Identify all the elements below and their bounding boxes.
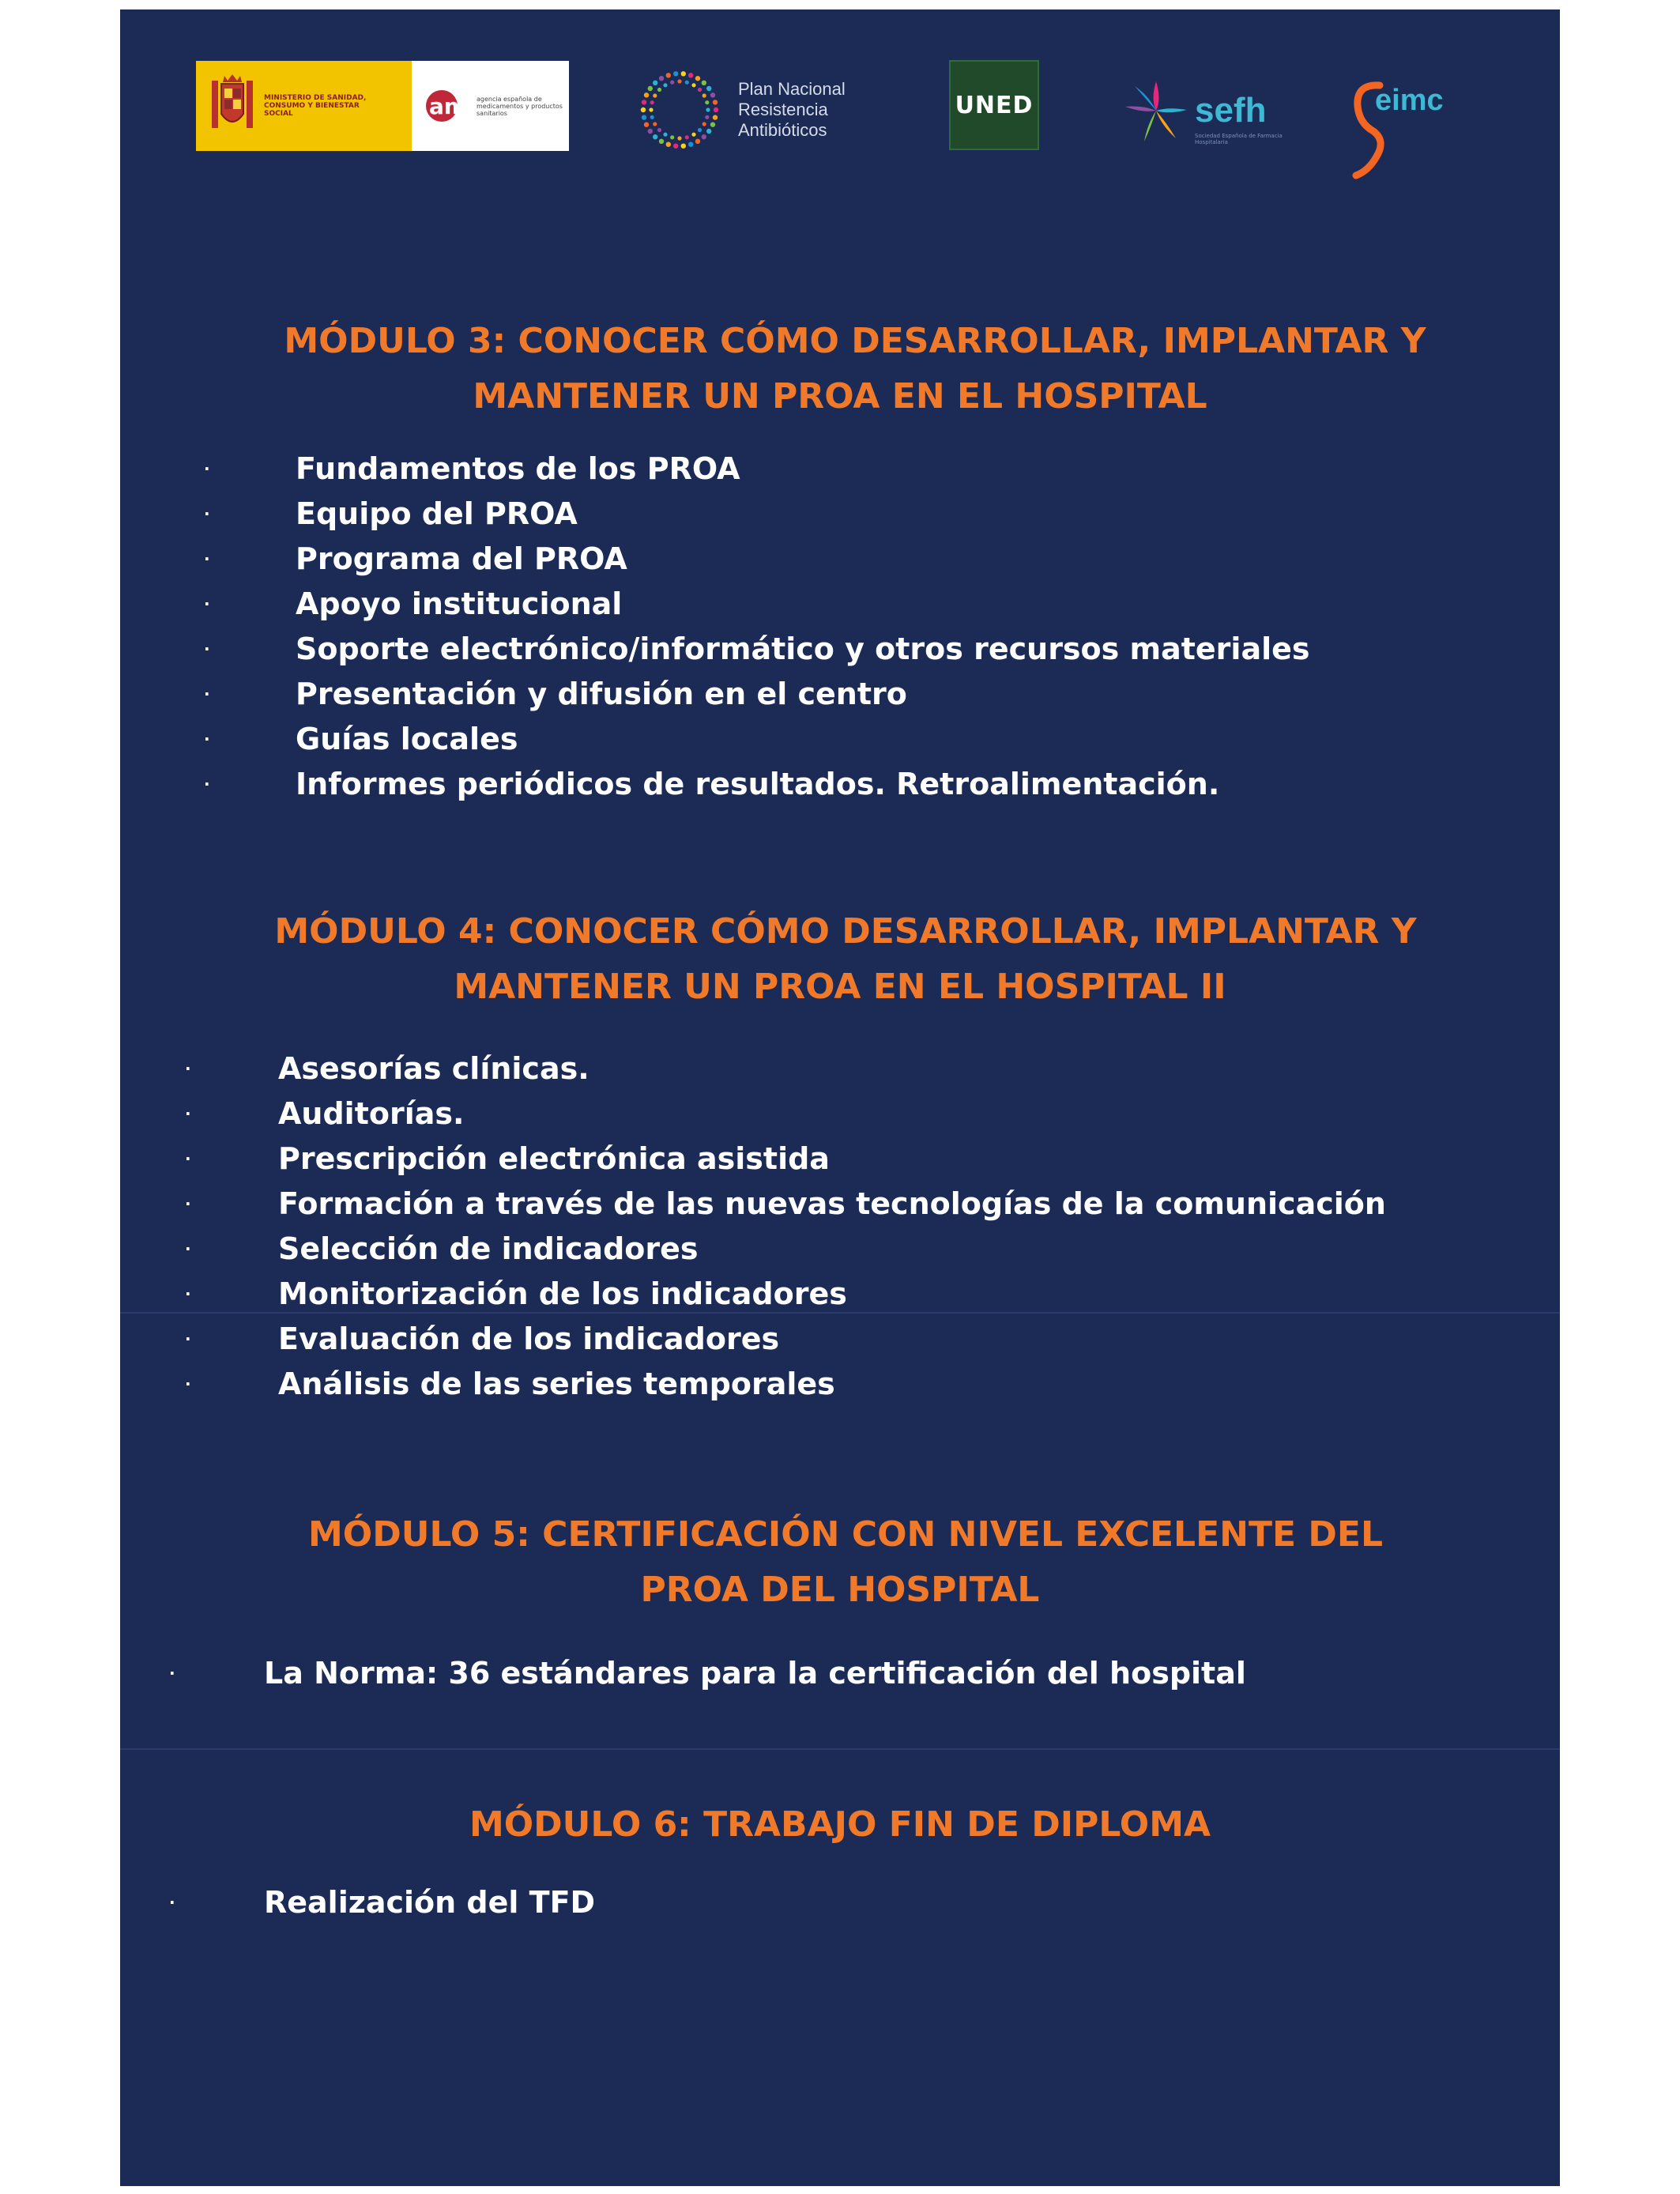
list-item: [204, 717, 1310, 762]
bullet-icon: ·: [204, 504, 210, 523]
svg-text:am: am: [429, 93, 468, 119]
list-item-text: Selección de indicadores: [278, 1231, 699, 1266]
seimc-wordmark: eimc: [1375, 84, 1444, 117]
bullet-icon: ·: [185, 1329, 191, 1348]
poster-panel: [120, 9, 1560, 2186]
list-item: [204, 447, 1310, 492]
bullet-icon: ·: [204, 729, 210, 748]
plan-line-1: Plan Nacional: [738, 79, 846, 99]
list-item-text: Apoyo institucional: [296, 586, 623, 621]
module-4-title-line-2: MANTENER UN PROA EN EL HOSPITAL II: [454, 967, 1226, 1007]
module-3-title-line-2: MANTENER UN PROA EN EL HOSPITAL: [473, 376, 1207, 417]
module-5-title-line-1: MÓDULO 5: CERTIFICACIÓN CON NIVEL EXCELENTE DEL: [308, 1514, 1383, 1555]
ministerio-text: MINISTERIO DE SANIDAD, CONSUMO Y BIENESTAR SOCIAL: [264, 94, 367, 118]
list-item: [204, 627, 1310, 672]
divider-line: [120, 1312, 1560, 1314]
list-item: [185, 1046, 1386, 1091]
bullet-icon: ·: [185, 1149, 191, 1168]
bullet-icon: ·: [204, 594, 210, 613]
bullet-icon: ·: [169, 1664, 175, 1683]
list-item: [169, 1880, 596, 1925]
list-item: [185, 1362, 1386, 1407]
plan-line-3: Antibióticos: [738, 120, 827, 140]
uned-logo: UNED: [949, 60, 1039, 150]
sefh-subtitle: Sociedad Española de Farmacia Hospitalaria: [1195, 133, 1283, 145]
list-item: [185, 1091, 1386, 1137]
bullet-icon: ·: [185, 1194, 191, 1213]
list-item-text: Informes periódicos de resultados. Retroalimentación.: [296, 767, 1220, 801]
sefh-logo: [1121, 70, 1326, 152]
list-item: [185, 1137, 1386, 1182]
module-3-title: [120, 314, 1560, 424]
sefh-wordmark: sefh: [1195, 91, 1267, 130]
list-item-text: Programa del PROA: [296, 541, 627, 576]
list-item-text: Guías locales: [296, 722, 518, 756]
aemps-icon: [423, 82, 470, 130]
list-item-text: Prescripción electrónica asistida: [278, 1141, 830, 1176]
list-item: [185, 1227, 1386, 1272]
module-3-title-line-1: MÓDULO 3: CONOCER CÓMO DESARROLLAR, IMPLANTAR Y: [284, 321, 1426, 361]
bullet-icon: ·: [204, 459, 210, 478]
plan-nacional-logo: [637, 66, 890, 153]
list-item-text: Equipo del PROA: [296, 496, 578, 531]
module-6-title: [120, 1797, 1560, 1853]
aemps-text: agencia española de medicamentos y productos sanitarios: [477, 95, 563, 117]
bullet-icon: ·: [204, 639, 210, 658]
bullet-icon: ·: [204, 775, 210, 794]
bullet-icon: ·: [185, 1059, 191, 1078]
list-item-text: Análisis de las series temporales: [278, 1367, 835, 1401]
seimc-logo: [1345, 74, 1503, 185]
list-item: [204, 672, 1310, 717]
list-item-text: Auditorías.: [278, 1096, 465, 1131]
list-item: [204, 762, 1310, 807]
divider-line: [120, 1748, 1560, 1750]
bullet-icon: ·: [185, 1104, 191, 1123]
bullet-icon: ·: [185, 1374, 191, 1393]
plan-ring-icon: [637, 67, 722, 153]
sefh-star-icon: [1121, 75, 1192, 146]
list-item-text: Soporte electrónico/informático y otros recursos materiales: [296, 631, 1310, 666]
list-item-text: Monitorización de los indicadores: [278, 1276, 847, 1311]
list-item: [169, 1651, 1246, 1696]
list-item: [185, 1182, 1386, 1227]
list-item: [204, 492, 1310, 537]
module-4-title-line-1: MÓDULO 4: CONOCER CÓMO DESARROLLAR, IMPLANTAR Y: [274, 911, 1417, 952]
module-4-title: [120, 904, 1560, 1015]
bullet-icon: ·: [185, 1239, 191, 1258]
module-3-list: [204, 447, 1310, 807]
bullet-icon: ·: [185, 1284, 191, 1303]
module-5-list: [169, 1651, 1246, 1696]
plan-line-2: Resistencia: [738, 100, 828, 119]
coat-of-arms-icon: [207, 73, 258, 139]
list-item: [185, 1272, 1386, 1317]
list-item-text: Fundamentos de los PROA: [296, 451, 740, 486]
list-item-text: Formación a través de las nuevas tecnologías de la comunicación: [278, 1186, 1386, 1221]
bullet-icon: ·: [204, 684, 210, 703]
list-item-text: Evaluación de los indicadores: [278, 1321, 780, 1356]
list-item: [185, 1317, 1386, 1362]
bullet-icon: ·: [169, 1893, 175, 1912]
ministerio-aemps-logo: [196, 61, 569, 151]
list-item: [204, 582, 1310, 627]
plan-text: [738, 79, 846, 141]
list-item-text: Presentación y difusión en el centro: [296, 677, 907, 711]
ministerio-logo: [196, 61, 412, 151]
module-6-title-line-1: MÓDULO 6: TRABAJO FIN DE DIPLOMA: [469, 1804, 1211, 1845]
bullet-icon: ·: [204, 549, 210, 568]
list-item-text: La Norma: 36 estándares para la certificación del hospital: [264, 1656, 1246, 1691]
aemps-logo: [412, 82, 565, 130]
list-item-text: Asesorías clínicas.: [278, 1051, 590, 1086]
module-4-list: [185, 1046, 1386, 1407]
module-5-title-line-2: PROA DEL HOSPITAL: [640, 1570, 1040, 1610]
module-5-title: [120, 1507, 1560, 1618]
module-6-list: [169, 1880, 596, 1925]
list-item-text: Realización del TFD: [264, 1885, 596, 1920]
list-item: [204, 537, 1310, 582]
